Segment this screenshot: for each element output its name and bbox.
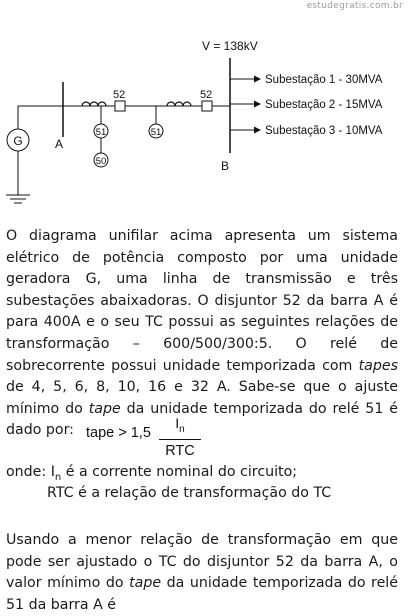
single-line-diagram bbox=[0, 0, 409, 222]
fraction-bar bbox=[159, 439, 201, 440]
voltage-label: V = 138kV bbox=[202, 39, 258, 53]
breaker-1 bbox=[115, 101, 125, 111]
breaker-2 bbox=[202, 101, 212, 111]
feeder-arrow-2 bbox=[254, 101, 261, 108]
substation-2-label: Subestação 2 - 15MVA bbox=[265, 99, 383, 111]
breaker-2-label: 52 bbox=[200, 89, 213, 101]
ct-coil-b bbox=[167, 102, 191, 106]
substation-1-label: Subestação 1 - 30MVA bbox=[265, 74, 383, 86]
formula-denominator: RTC bbox=[165, 442, 195, 459]
relay-51-a-label: 51 bbox=[95, 127, 107, 138]
formula-fraction bbox=[159, 415, 201, 460]
generator-label: G bbox=[13, 134, 23, 148]
relay-50-a-label: 50 bbox=[95, 156, 107, 167]
breaker-1-label: 52 bbox=[113, 89, 126, 101]
bus-b-label: B bbox=[221, 159, 230, 173]
where-line-1: onde: $I_n$ é a corrente nominal do circuito; bbox=[6, 464, 298, 483]
feeder-arrow-1 bbox=[254, 76, 261, 83]
ct-coil-a bbox=[82, 102, 106, 106]
substation-3-label: Subestação 3 - 10MVA bbox=[265, 125, 383, 137]
problem-statement: O diagrama unifilar acima apresenta um sistema elétrico de potência composto por uma unidade geradora G, uma linha de transmissão e três subestações abaixadoras. O disjuntor 52 da barra A é para 400A e o seu TC possui as seguintes relações de transformação – 600/500/300:5. O relé de sobrecorrente possui unidade temporizada com tapes de 4, 5, 6, 8, 10, 16 e 32 A. Sabe-se que o ajuste mínimo do tape da unidade temporizada do relé 51 é dado por: bbox=[6, 228, 398, 439]
watermark: estudegratis.com.br bbox=[306, 1, 403, 11]
feeder-arrow-3 bbox=[254, 127, 261, 134]
tape-formula bbox=[86, 415, 226, 459]
bus-a-label: A bbox=[55, 137, 64, 151]
relay-51-b-label: 51 bbox=[150, 127, 162, 138]
question-text: Usando a menor relação de transformação em que pode ser ajustado o TC do disjuntor 52 da barra A, o valor mínimo do tape da unidade temporizada do relé 51 da barra A é bbox=[6, 532, 398, 613]
formula-numerator: $I_n$ bbox=[175, 415, 185, 435]
where-line-2: RTC é a relação de transformação do TC bbox=[47, 485, 332, 501]
formula-lhs: tape > 1,5 bbox=[86, 425, 151, 441]
